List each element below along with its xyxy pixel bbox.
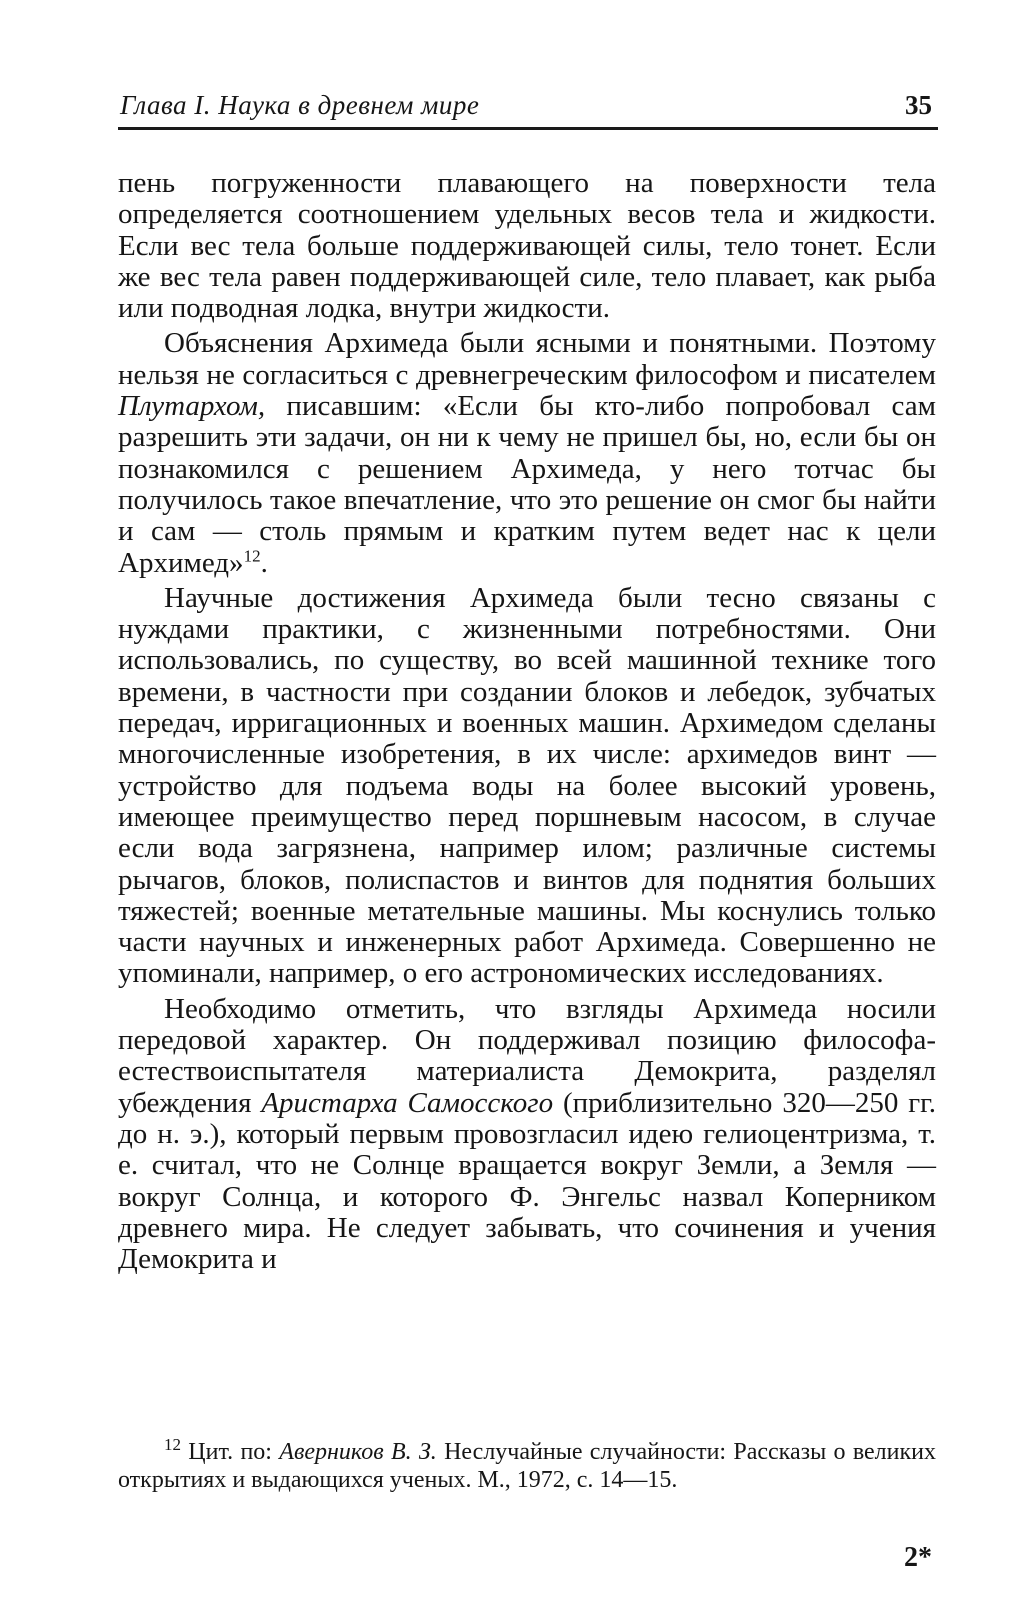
paragraph-text: Объяснения Архимеда были ясными и понятными. Поэтому нельзя не согласиться с древнегреческим философом и писателем (118, 327, 936, 391)
footnote-rest: Неслучайные случайности: Рассказы о великих открытиях и выдающихся ученых. М., 1972, с. 14—15. (118, 1439, 937, 1493)
paragraph-4 (118, 994, 936, 1276)
paragraph-text: Научные достижения Архимеда были тесно связаны с нуждами практики, с жизненными потребностями. Они использовались, по существу, во всей машинной технике того времени, в частности при создании блоков и лебедок, зубчатых передач, ирригационных и военных машин. Архимедом сделаны многочисленные изобретения, в их числе: архимедов винт — устройство для подъема воды на более высокий уровень, имеющее преимущество перед поршневым насосом, в случае если вода загрязнена, например илом; различные системы рычагов, блоков, полиспастов и винтов для поднятия больших тяжестей; военные метательные машины. Мы коснулись только части научных и инженерных работ Архимеда. Совершенно не упоминали, например, о его астрономических исследованиях. (118, 581, 936, 990)
footnote-lead: Цит. по: (181, 1439, 280, 1465)
name-plutarch: Плутархом, (118, 390, 266, 423)
paragraph-3 (118, 583, 936, 990)
paragraph-text: Необходимо отметить, что взгляды Архимеда носили передовой характер. Он поддерживал позицию философа-естествоиспытателя материалиста Демокрита, разделял убеждения (118, 992, 936, 1119)
paragraph-2 (118, 328, 936, 578)
footnote-text (118, 1435, 937, 1494)
header-rule (118, 127, 938, 130)
footnote-marker: 12 (164, 1435, 181, 1454)
paragraph-text: (приблизительно 320—250 гг. до н. э.), который первым провозгласил идею гелиоцентризма, т. е. считал, что не Солнце вращается вокруг Земли, а Земля — вокруг Солнца, и которого Ф. Энгельс назвал Коперником древнего мира. Не следует забывать, что сочинения и учения Демокрита и (118, 1086, 937, 1276)
printer-signature: 2* (904, 1542, 932, 1573)
footnote-author: Аверников В. З. (279, 1439, 437, 1465)
body-text (118, 168, 936, 1279)
footnote (118, 1435, 937, 1494)
paragraph-text: пень погруженности плавающего на поверхности тела определяется соотношением удельных весов тела и жидкости. Если вес тела больше поддерживающей силы, тело тонет. Если же вес тела равен поддерживающей силе, тело плавает, как рыба или подводная лодка, внутри жидкости. (118, 167, 936, 325)
chapter-title: Глава I. Наука в древнем мире (120, 90, 480, 120)
page-number: 35 (905, 90, 932, 120)
paragraph-1 (118, 168, 936, 324)
running-header (118, 86, 938, 126)
footnote-ref: 12 (243, 545, 261, 565)
name-aristarchus: Аристарха Самосского (261, 1086, 554, 1119)
paragraph-text: . (260, 546, 268, 579)
paragraph-text: писавшим: «Если бы кто-либо попробовал сам разрешить эти задачи, он ни к чему не пришел бы, но, если бы он познакомился с решением Архимеда, у него тотчас бы получилось такое впечатление, что это решение он смог бы найти и сам — столь прямым и кратким путем ведет нас к цели Архимед» (118, 390, 936, 579)
